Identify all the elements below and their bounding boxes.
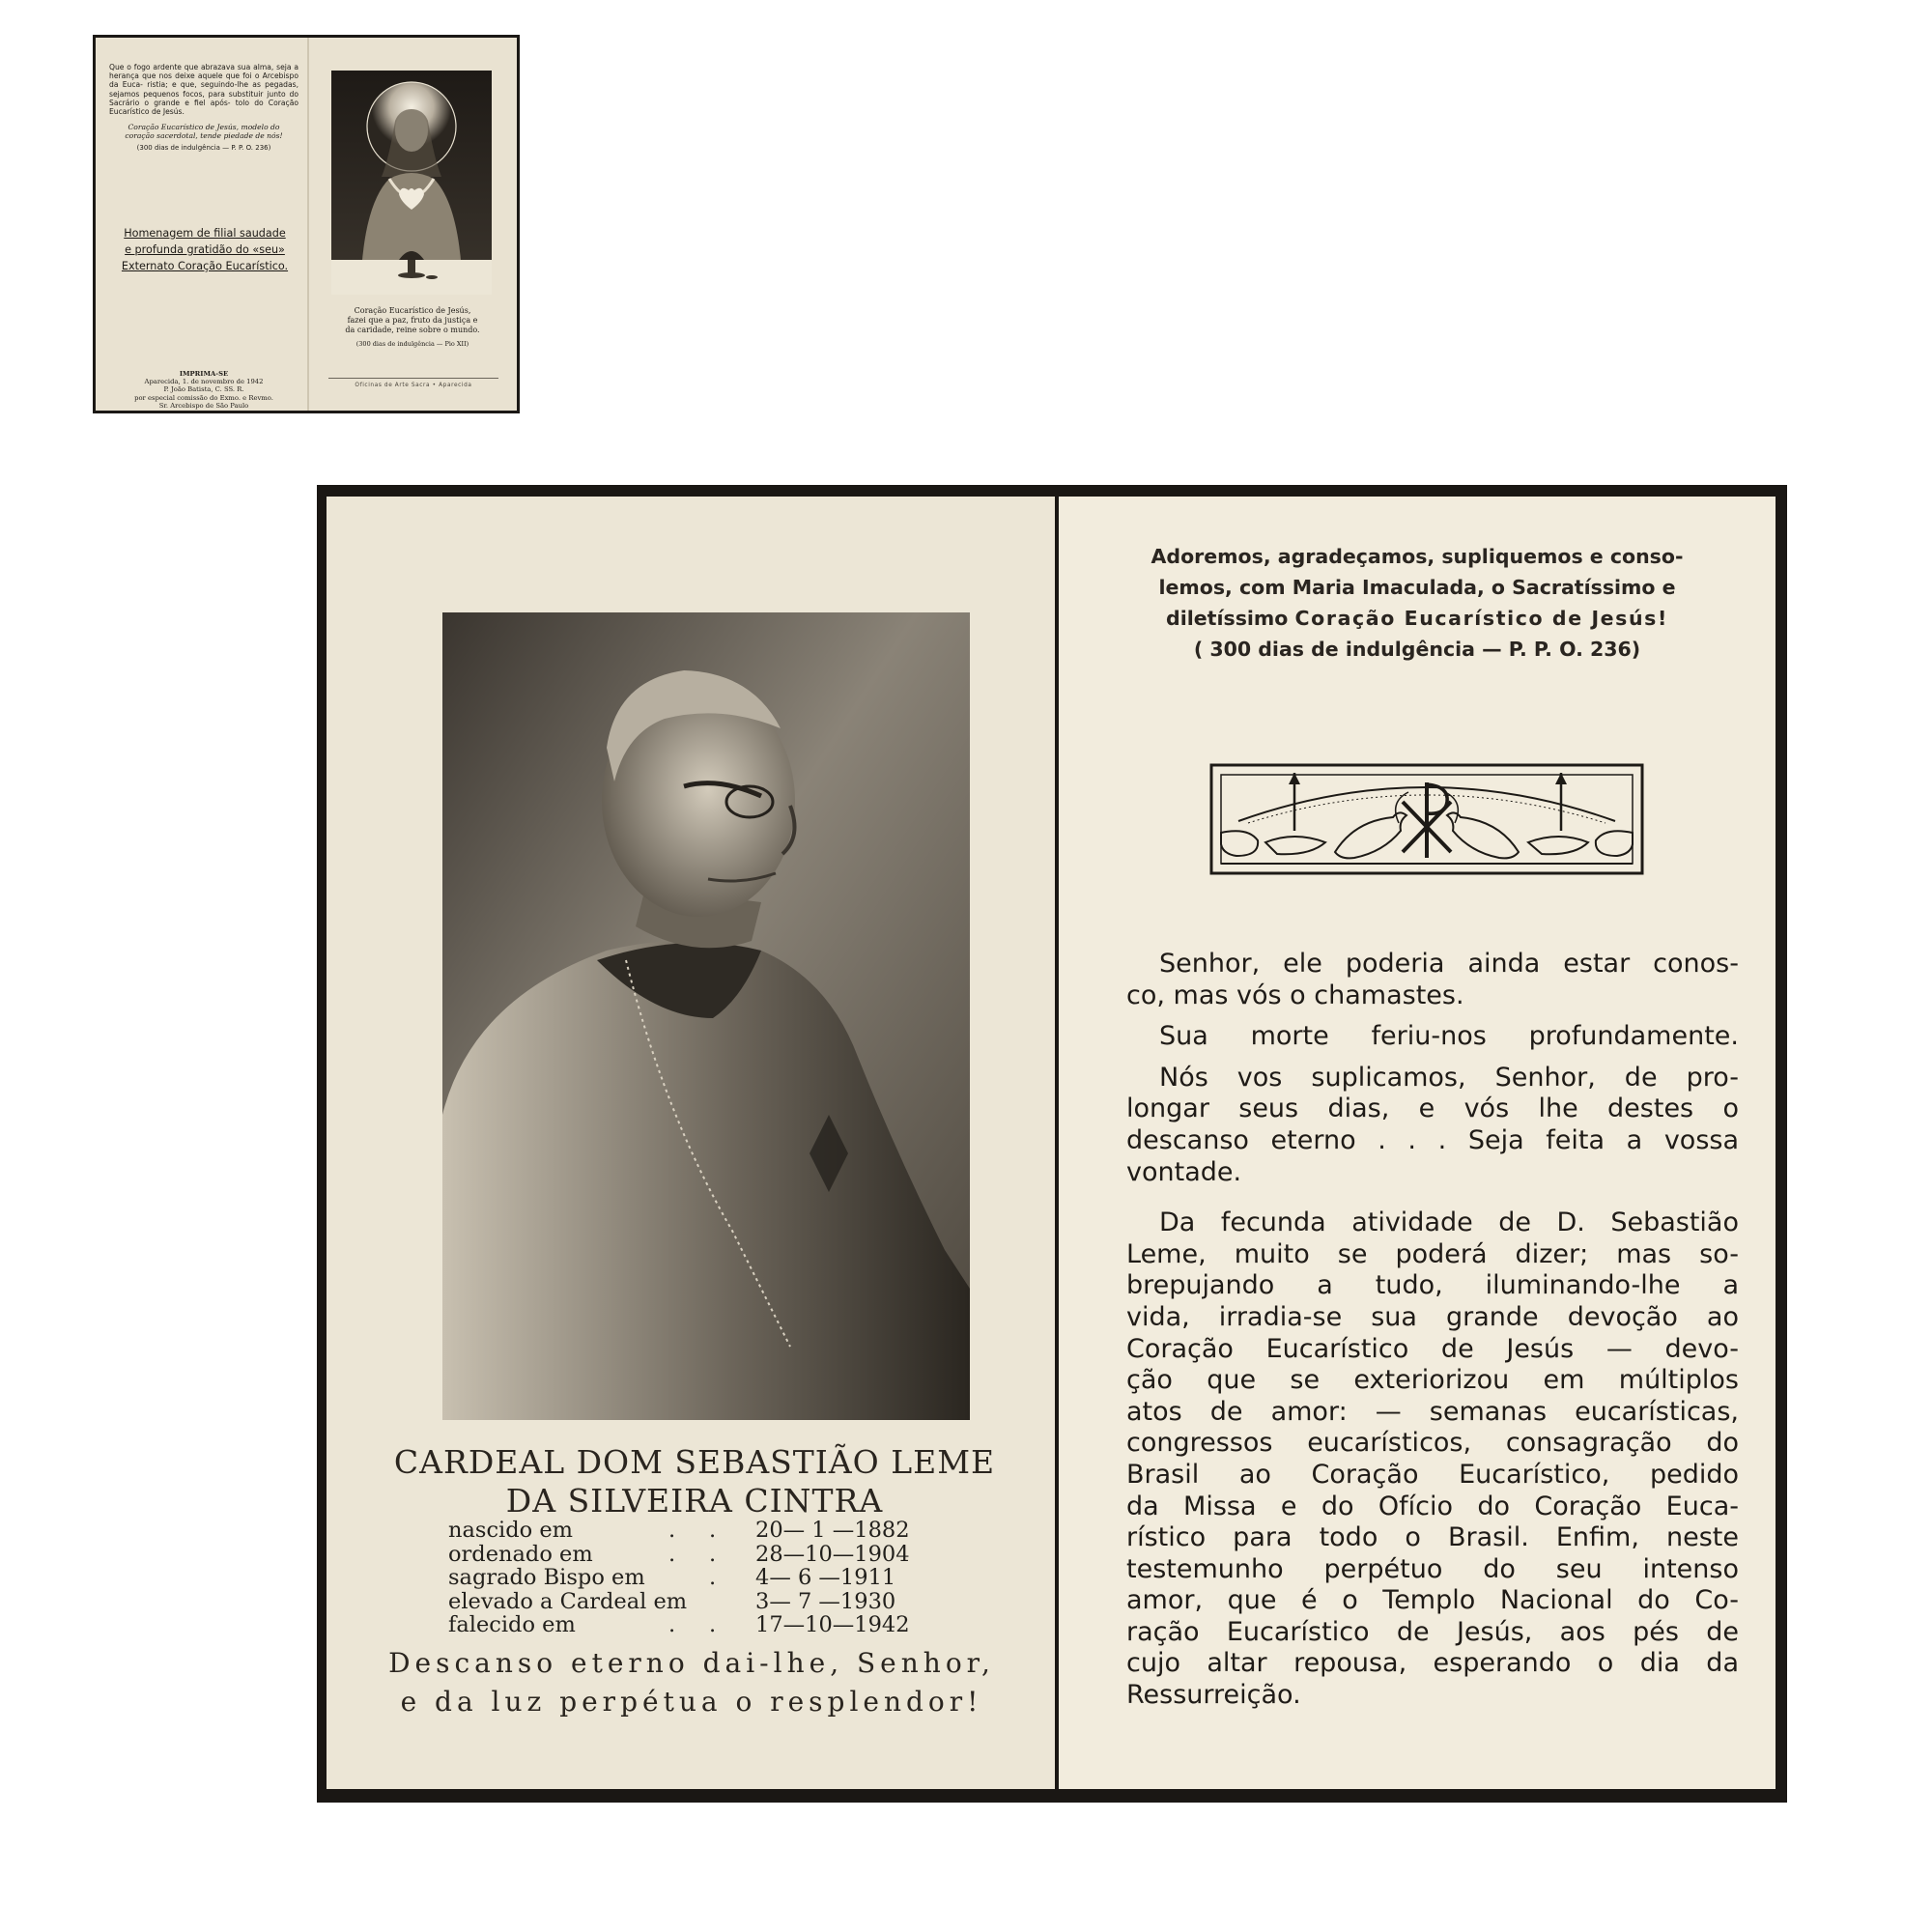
- adoration-prayer: [1097, 541, 1737, 665]
- date-event: falecido em: [448, 1612, 576, 1638]
- body-line: vontade.: [1126, 1156, 1242, 1187]
- date-dot: .: [709, 1612, 717, 1638]
- date-event: ordenado em: [448, 1541, 593, 1567]
- body-line: co, mas vós o chamastes.: [1126, 980, 1464, 1010]
- body-line: testemunho perpétuo do seu intenso: [1126, 1553, 1739, 1584]
- date-row-bishop: [448, 1566, 951, 1590]
- sacred-heart-icon: [331, 71, 492, 295]
- date-row-died: [448, 1613, 951, 1637]
- memorial-text: [1126, 949, 1739, 1721]
- body-line: longar seus dias, e vós lhe destes o: [1126, 1094, 1739, 1124]
- header-indulgence: ( 300 dias de indulgência — P. P. O. 236): [1193, 638, 1641, 661]
- small-indulgence: (300 dias de indulgência — P. P. O. 236): [136, 143, 271, 152]
- header-line: lemos, com Maria Imaculada, o Sacratíssimo e: [1158, 576, 1676, 599]
- date-dot: .: [668, 1541, 676, 1567]
- farewell-line: e da luz perpétua o resplendor!: [400, 1686, 983, 1718]
- paragraph-2: [1126, 1021, 1739, 1053]
- small-prayer: [109, 63, 298, 116]
- prayer-line: tolo do Coração Eucarístico de Jesús.: [109, 98, 298, 117]
- date-value: 4— 6 —1911: [755, 1565, 896, 1591]
- date-value: 3— 7 —1930: [755, 1588, 896, 1614]
- life-dates: [448, 1519, 951, 1637]
- homage-line: Homenagem de filial saudade: [124, 227, 286, 240]
- date-dot: .: [709, 1565, 717, 1591]
- prayer-line: junto do Sacrário o grande e fiel após-: [109, 89, 298, 107]
- small-right-caption: [321, 306, 504, 349]
- prayer-line: ristia; e que, seguindo-lhe as pegadas,: [147, 80, 298, 90]
- small-homage: [109, 225, 300, 274]
- farewell-prayer: [373, 1644, 1010, 1721]
- paragraph-4: [1126, 1208, 1739, 1712]
- prayer-line: sua alma, seja a herança que nos deixe: [109, 63, 299, 81]
- body-line: vida, irradia-se sua grande devoção ao: [1126, 1301, 1739, 1332]
- date-event: nascido em: [448, 1518, 574, 1543]
- body-line: Ressurreição.: [1126, 1680, 1301, 1711]
- body-line: congressos eucarísticos, consagração do: [1126, 1428, 1739, 1459]
- body-line: rístico para todo o Brasil. Enfim, neste: [1126, 1522, 1739, 1553]
- paragraph-3: [1126, 1063, 1739, 1188]
- homage-line: Externato Coração Eucarístico.: [121, 260, 289, 272]
- printer-credit: Oficinas de Arte Sacra • Aparecida: [328, 378, 498, 388]
- body-line: amor, que é o Templo Nacional do Co-: [1126, 1585, 1739, 1616]
- header-line: Adoremos, agradeçamos, supliquemos e conso-: [1151, 545, 1684, 568]
- main-right-page: [1059, 497, 1776, 1789]
- cardinal-portrait-icon: [442, 612, 970, 1420]
- date-event: sagrado Bispo em: [448, 1565, 645, 1591]
- small-card-fold: [307, 38, 309, 411]
- date-dot: .: [709, 1541, 717, 1567]
- name-line: DA SILVEIRA CINTRA: [505, 1482, 884, 1520]
- imprimatur-line: Aparecida, 1. de novembro de 1942: [144, 378, 264, 386]
- italic-line: Coração Eucarístico de Jesús, modelo do: [128, 123, 280, 132]
- imprimatur-line: Sr. Arcebispo de São Paulo: [158, 401, 249, 410]
- imprimatur-line: IMPRIMA-SE: [179, 370, 229, 378]
- caption-line: Coração Eucarístico de Jesús,: [354, 306, 471, 315]
- body-line: Senhor, ele poderia ainda estar conos-: [1159, 949, 1739, 979]
- cardinal-name: [379, 1443, 1010, 1520]
- body-line: descanso eterno . . . Seja feita a vossa: [1126, 1124, 1739, 1155]
- body-line: Sua morte feriu-nos profundamente.: [1159, 1021, 1739, 1052]
- body-line: ração Eucarístico de Jesús, aos pés de: [1126, 1616, 1739, 1647]
- prayer-line: sejamos pequenos focos, para substituir: [109, 89, 264, 99]
- date-row-ordained: [448, 1543, 951, 1567]
- small-card-back: [93, 35, 520, 413]
- main-card: [317, 485, 1787, 1803]
- header-prefix: diletíssimo: [1166, 607, 1295, 630]
- body-line: Coração Eucarístico de Jesús — devo-: [1126, 1333, 1739, 1364]
- body-line: brepujando a tudo, iluminando-lhe a: [1126, 1270, 1739, 1301]
- small-right-indulgence: (300 dias de indulgência — Pio XII): [355, 340, 469, 348]
- prayer-line: aquele que foi o Arcebispo da Euca-: [109, 71, 298, 90]
- date-row-born: [448, 1519, 951, 1543]
- body-line: Brasil ao Coração Eucarístico, pedido: [1126, 1459, 1739, 1490]
- main-left-page: [327, 497, 1055, 1789]
- date-dot: .: [668, 1518, 676, 1543]
- body-line: Leme, muito se poderá dizer; mas so-: [1126, 1238, 1739, 1269]
- body-line: Nós vos suplicamos, Senhor, de pro-: [1159, 1062, 1739, 1093]
- small-italic-invocation: [109, 123, 298, 140]
- name-line: CARDEAL DOM SEBASTIÃO LEME: [393, 1443, 996, 1481]
- body-line: da Missa e do Ofício do Coração Euca-: [1126, 1491, 1739, 1521]
- imprimatur-line: P. João Batista, C. SS. R.: [163, 385, 244, 394]
- date-row-cardinal: [448, 1590, 951, 1614]
- date-value: 20— 1 —1882: [755, 1518, 910, 1543]
- homage-line: e profunda gratidão do «seu»: [125, 243, 285, 256]
- header-spaced: Coração Eucarístico de Jesús!: [1294, 607, 1668, 630]
- farewell-line: Descanso eterno dai-lhe, Senhor,: [388, 1647, 995, 1679]
- date-event: elevado a Cardeal em: [448, 1588, 688, 1614]
- date-dot: .: [709, 1518, 717, 1543]
- caption-line: da caridade, reine sobre o mundo.: [345, 326, 480, 334]
- date-value: 17—10—1942: [755, 1612, 910, 1638]
- body-line: ção que se exteriorizou em múltiplos: [1126, 1365, 1739, 1396]
- italic-line: coração sacerdotal, tende piedade de nós!: [125, 131, 283, 141]
- body-line: cujo altar repousa, esperando o dia da: [1126, 1648, 1739, 1679]
- body-line: Da fecunda atividade de D. Sebastião: [1159, 1208, 1739, 1238]
- caption-line: fazei que a paz, fruto da justiça e: [347, 316, 478, 325]
- small-card-left-page: [109, 63, 298, 153]
- small-imprimatur: [109, 370, 298, 410]
- chi-rho-doves-ornament-icon: [1209, 763, 1644, 875]
- paragraph-1: [1126, 949, 1739, 1011]
- date-value: 28—10—1904: [755, 1541, 910, 1567]
- header-line-3: [1097, 603, 1737, 634]
- prayer-line: Que o fogo ardente que abrazava: [109, 63, 235, 71]
- date-dot: .: [668, 1612, 676, 1638]
- imprimatur-line: por especial comissão do Exmo. e Revmo.: [134, 393, 273, 402]
- body-line: atos de amor: — semanas eucarísticas,: [1126, 1396, 1739, 1427]
